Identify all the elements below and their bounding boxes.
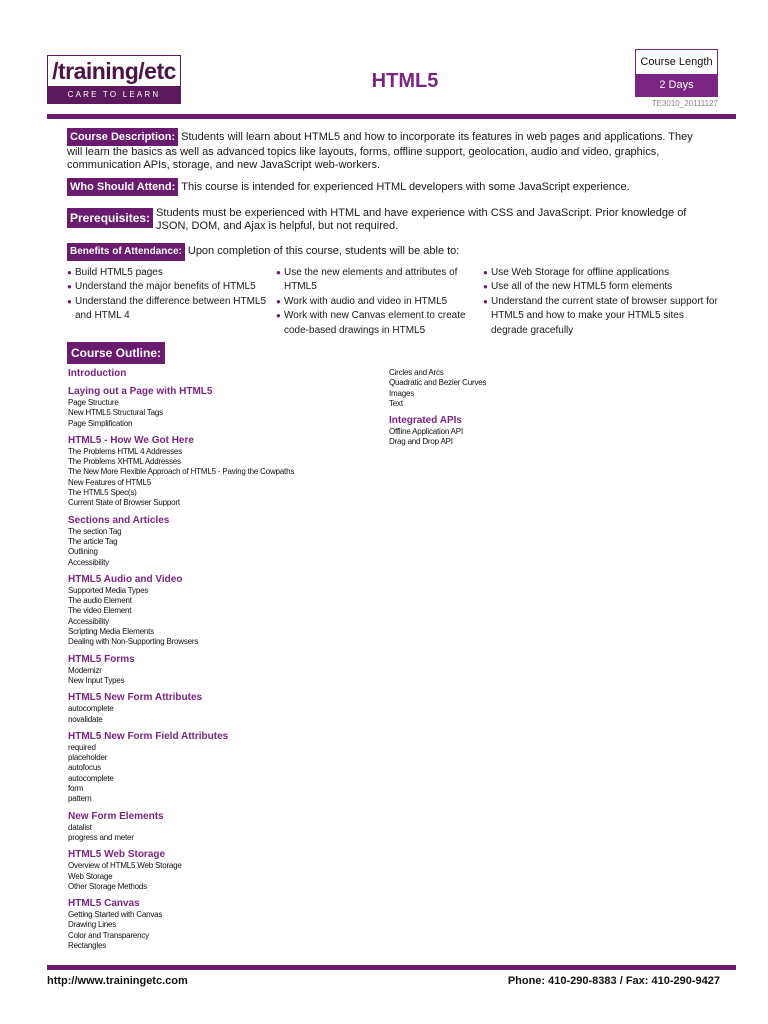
course-description-text: Students will learn about HTML5 and how to incorporate its features in web pages and applications. They will learn the basics as well as advanced topics like layouts, forms, offline support, geolocation, audio and video, graphics, communication APIs, storage, and new JavaScript web-workers. bbox=[67, 131, 693, 171]
outline-item: Getting Started with Canvas bbox=[68, 910, 163, 920]
outline-topic-items bbox=[68, 666, 368, 687]
outline-topic-items bbox=[389, 427, 689, 448]
outline-topic-items bbox=[68, 910, 368, 951]
course-description-label: Course Description: bbox=[67, 128, 178, 146]
outline-item: Drawing Lines bbox=[68, 920, 117, 930]
benefits-column-3 bbox=[483, 266, 723, 338]
outline-topic-title: HTML5 New Form Attributes bbox=[68, 692, 203, 704]
audience-section bbox=[67, 178, 707, 196]
bottom-divider bbox=[47, 965, 736, 970]
outline-item: autocomplete bbox=[68, 704, 114, 714]
outline-item: Outlining bbox=[68, 547, 98, 557]
outline-item: The Problems HTML 4 Addresses bbox=[68, 446, 182, 456]
outline-topic-items bbox=[68, 447, 368, 509]
outline-item: pattern bbox=[68, 794, 92, 804]
benefits-column-1 bbox=[67, 266, 272, 324]
outline-item: Overview of HTML5 Web Storage bbox=[68, 861, 182, 871]
benefit-item: ● Understand the major benefits of HTML5 bbox=[67, 280, 272, 294]
outline-topic bbox=[68, 730, 368, 805]
logo-tagline: CARE TO LEARN bbox=[48, 86, 180, 104]
outline-item: Page Simplification bbox=[68, 418, 133, 428]
outline-topic-title: New Form Elements bbox=[68, 810, 164, 822]
outline-topic-items bbox=[68, 823, 368, 844]
outline-item: The audio Element bbox=[68, 596, 132, 606]
outline-item: New HTML5 Structural Tags bbox=[68, 408, 163, 418]
outline-topic bbox=[68, 434, 368, 509]
outline-topic-title: HTML5 Canvas bbox=[68, 898, 140, 910]
outline-item: New Input Types bbox=[68, 675, 125, 685]
outline-item: Text bbox=[389, 398, 403, 408]
outline-topic-title: HTML5 New Form Field Attributes bbox=[68, 730, 229, 742]
benefits-section bbox=[67, 243, 707, 261]
outline-topic bbox=[68, 848, 368, 892]
benefits-intro: Upon completion of this course, students will be able to: bbox=[187, 245, 460, 257]
outline-item: required bbox=[68, 742, 96, 752]
outline-topic-items bbox=[68, 527, 368, 568]
outline-item: The section Tag bbox=[68, 526, 122, 536]
outline-item: Supported Media Types bbox=[68, 585, 149, 595]
outline-item: placeholder bbox=[68, 753, 108, 763]
outline-item: Color and Transparency bbox=[68, 930, 149, 940]
outline-item: Page Structure bbox=[68, 398, 119, 407]
audience-text: This course is intended for experienced HTML developers with some JavaScript experience. bbox=[181, 181, 630, 193]
course-outline-label: Course Outline: bbox=[67, 342, 165, 364]
outline-item: New Features of HTML5 bbox=[68, 477, 151, 487]
outline-topic bbox=[68, 897, 368, 951]
outline-topic bbox=[68, 514, 368, 568]
outline-topic bbox=[68, 691, 368, 725]
outline-topic bbox=[68, 573, 368, 648]
outline-topic-title: HTML5 Forms bbox=[68, 653, 135, 665]
outline-topic-title: Introduction bbox=[68, 368, 127, 379]
course-outline-left-column bbox=[68, 367, 368, 956]
audience-label: Who Should Attend: bbox=[67, 178, 178, 196]
benefit-item: ● Use all of the new HTML5 form elements bbox=[483, 280, 723, 294]
outline-topic bbox=[68, 385, 368, 429]
outline-topic-items bbox=[389, 368, 689, 409]
outline-item: datalist bbox=[68, 822, 92, 832]
outline-topic-items bbox=[68, 586, 368, 648]
prerequisites-label: Prerequisites: bbox=[67, 208, 153, 228]
outline-topic-items bbox=[68, 398, 368, 429]
outline-topic-title: Laying out a Page with HTML5 bbox=[68, 386, 213, 397]
outline-item: Offline Application API bbox=[389, 427, 463, 437]
outline-topic-title: HTML5 Web Storage bbox=[68, 849, 166, 861]
outline-item: Modernizr bbox=[68, 665, 102, 675]
course-description-section bbox=[67, 128, 707, 172]
footer-contact: Phone: 410-290-8383 / Fax: 410-290-9427 bbox=[507, 975, 720, 987]
outline-topic-title: HTML5 - How We Got Here bbox=[68, 434, 194, 446]
benefit-item: ● Build HTML5 pages bbox=[67, 266, 272, 280]
course-length-value: 2 Days bbox=[636, 74, 717, 97]
outline-item: Drag and Drop API bbox=[389, 437, 453, 447]
benefits-label: Benefits of Attendance: bbox=[67, 243, 185, 261]
outline-item: Other Storage Methods bbox=[68, 881, 147, 891]
outline-topic bbox=[68, 653, 368, 687]
outline-item: Web Storage bbox=[68, 871, 113, 881]
course-length-label: Course Length bbox=[640, 56, 713, 68]
outline-item: Circles and Arcs bbox=[389, 368, 444, 377]
prerequisites-section bbox=[67, 207, 707, 233]
benefit-item: ● Work with new Canvas element to create code-based drawings in HTML5 bbox=[276, 309, 481, 338]
benefit-item: ● Understand the difference between HTML5 and HTML 4 bbox=[67, 295, 272, 324]
outline-item: Current State of Browser Support bbox=[68, 498, 180, 508]
course-code: TE3010_20111127 bbox=[651, 99, 718, 108]
outline-item: Scripting Media Elements bbox=[68, 627, 154, 637]
outline-topic-title: Sections and Articles bbox=[68, 514, 170, 526]
outline-item: Accessibility bbox=[68, 616, 109, 626]
outline-item: Quadratic and Bezier Curves bbox=[389, 378, 487, 388]
outline-item: The Problems XHTML Addresses bbox=[68, 457, 181, 467]
outline-item: progress and meter bbox=[68, 832, 134, 842]
outline-item: Rectangles bbox=[68, 940, 107, 950]
page-title: HTML5 bbox=[371, 70, 439, 92]
outline-item: autocomplete bbox=[68, 773, 114, 783]
outline-topic-title: Integrated APIs bbox=[389, 415, 462, 427]
outline-item: Accessibility bbox=[68, 557, 109, 567]
outline-item: form bbox=[68, 784, 84, 794]
logo-wordmark: /training/etc bbox=[48, 56, 180, 86]
outline-topic bbox=[68, 367, 368, 380]
outline-topic-items bbox=[68, 743, 368, 805]
benefit-item: ● Work with audio and video in HTML5 bbox=[276, 295, 481, 309]
benefits-column-2 bbox=[276, 266, 481, 338]
outline-topic-items bbox=[68, 861, 368, 892]
top-divider bbox=[47, 114, 736, 119]
outline-item: Dealing with Non-Supporting Browsers bbox=[68, 637, 199, 647]
outline-item: novalidate bbox=[68, 714, 103, 724]
course-length-box bbox=[635, 49, 718, 97]
outline-topic-items bbox=[68, 704, 368, 725]
prerequisites-text: Students must be experienced with HTML and have experience with CSS and JavaScript. Prior knowledge of JSON, DOM, and Ajax is helpful, but not required. bbox=[156, 207, 687, 232]
footer-website-link[interactable]: http://www.trainingetc.com bbox=[47, 975, 188, 987]
outline-topic-title: HTML5 Audio and Video bbox=[68, 573, 183, 585]
course-outline-right-column bbox=[389, 368, 689, 453]
benefit-item: ● Use Web Storage for offline applications bbox=[483, 266, 723, 280]
outline-topic bbox=[389, 368, 689, 409]
outline-item: The HTML5 Spec(s) bbox=[68, 488, 137, 498]
outline-item: autofocus bbox=[68, 763, 101, 773]
logo bbox=[47, 55, 181, 104]
outline-item: The New More Flexible Approach of HTML5 - Paving the Cowpaths bbox=[68, 467, 295, 477]
outline-topic bbox=[68, 810, 368, 844]
outline-item: The article Tag bbox=[68, 536, 118, 546]
outline-item: Images bbox=[389, 388, 415, 398]
outline-topic bbox=[389, 414, 689, 448]
benefit-item: ● Use the new elements and attributes of HTML5 bbox=[276, 266, 481, 295]
outline-item: The video Element bbox=[68, 606, 132, 616]
benefit-item: ● Understand the current state of browser support for HTML5 and how to make your HTML5 sites degrade gracefully bbox=[483, 295, 723, 338]
